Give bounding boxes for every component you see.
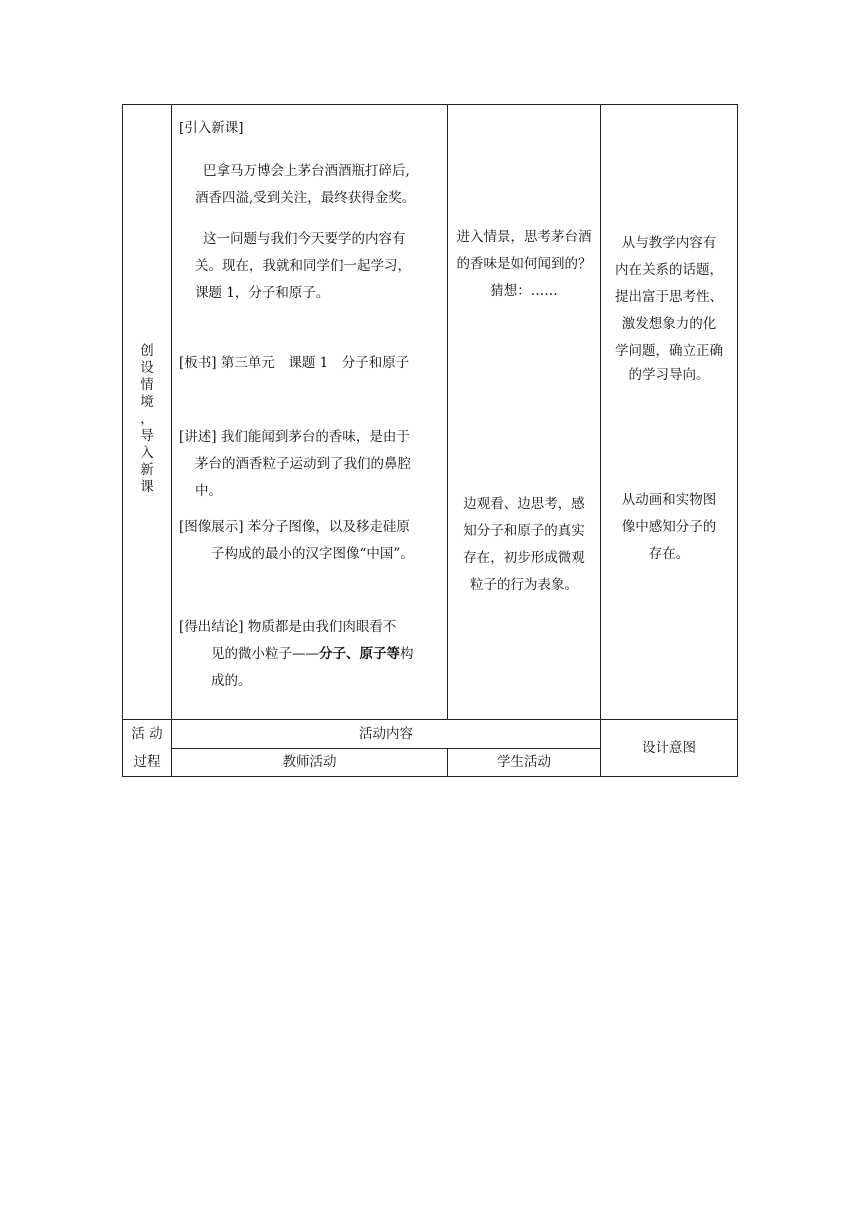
- design-intent-line: 激发想象力的化: [621, 316, 717, 332]
- table-right-border: [737, 104, 738, 777]
- design-intent-line: 内在关系的话题，: [615, 262, 723, 278]
- content-header: 活动内容: [359, 726, 413, 742]
- conclusion-text: 物质都是由我们肉眼看不: [247, 619, 397, 635]
- design-intent-line: 从与教学内容有: [621, 235, 717, 251]
- design-intent-line: 从动画和实物图: [621, 492, 717, 508]
- process-label: 过程: [133, 754, 161, 770]
- design-intent-line: 的学习导向。: [628, 367, 710, 383]
- board-line: [板书] 第三单元 课题 1 分子和原子: [179, 355, 410, 371]
- image-display-line: [图像展示] 苯分子图像，以及移走硅原: [179, 519, 410, 535]
- student-activity-line: 粒子的行为表象。: [470, 577, 578, 593]
- image-display-tag: 图像展示: [184, 519, 239, 535]
- intro-link-line: 这一问题与我们今天要学的内容有: [203, 231, 406, 247]
- table-bottom-border: [122, 776, 738, 777]
- conclusion-text: 见的微小粒子——: [211, 646, 319, 662]
- design-intent-line: 提出富于思考性、: [615, 289, 723, 305]
- teacher-activity-header: 教师活动: [282, 754, 337, 770]
- board-tag: 板书: [184, 355, 212, 371]
- conclusion-keyword: 分子: [319, 646, 346, 662]
- conclusion-line: [211, 641, 414, 668]
- design-intent-line: 存在。: [648, 546, 690, 562]
- lecture-line: 中。: [195, 483, 222, 499]
- table-col2-border-top: [447, 104, 448, 719]
- student-activity-line: 知分子和原子的真实: [463, 523, 585, 539]
- board-text: 第三单元 课题 1 分子和原子: [220, 355, 410, 371]
- stage-char: 导: [140, 428, 154, 444]
- image-display-text: 苯分子图像，以及移走硅原: [247, 519, 410, 535]
- stage-label: [138, 343, 156, 496]
- intro-link-line: 关。现在，我就和同学们一起学习，: [195, 258, 411, 274]
- intro-heading: [引入新课]: [179, 120, 244, 136]
- stage-char: 入: [140, 445, 154, 461]
- design-intent-line: 像中感知分子的: [621, 519, 717, 535]
- stage-char: 课: [140, 479, 154, 495]
- student-activity-line: 存在，初步形成微观: [463, 550, 585, 566]
- table-col1-border: [171, 104, 172, 777]
- intro-story-line: 酒香四溢,受到关注，最终获得金奖。: [195, 190, 416, 206]
- design-intent-header: 设计意图: [642, 740, 696, 756]
- lecture-tag: 讲述: [184, 429, 212, 445]
- student-activity-line: 边观看、边思考，感: [463, 496, 585, 512]
- table-mid-border: [122, 719, 738, 720]
- lecture-line: [讲述] 我们能闻到茅台的香味，是由于: [179, 429, 410, 445]
- process-label: 活 动: [131, 726, 163, 742]
- lecture-text: 我们能闻到茅台的香味，是由于: [220, 429, 410, 445]
- conclusion-text: 构: [400, 646, 414, 662]
- stage-char: ，: [140, 411, 154, 427]
- intro-link-line: 课题 1，分子和原子。: [195, 285, 330, 301]
- conclusion-line: [得出结论] 物质都是由我们肉眼看不: [179, 619, 397, 635]
- conclusion-keyword: 原子等: [359, 646, 400, 662]
- conclusion-separator: 、: [346, 646, 360, 662]
- stage-char: 情: [140, 377, 154, 393]
- stage-char: 设: [140, 360, 154, 376]
- student-activity-line: 的香味是如何闻到的？: [456, 256, 592, 272]
- design-intent-line: 学问题，确立正确: [615, 343, 723, 359]
- student-activity-header: 学生活动: [497, 754, 551, 770]
- conclusion-tag: 得出结论: [184, 619, 239, 635]
- image-display-line: 子构成的最小的汉字图像“中国”。: [211, 546, 414, 562]
- student-activity-line: 进入情景，思考茅台酒: [456, 229, 592, 245]
- stage-char: 境: [140, 394, 154, 410]
- intro-story-line: 巴拿马万博会上茅台酒酒瓶打碎后,: [203, 163, 410, 179]
- table-col3-border: [600, 104, 601, 777]
- lecture-line: 茅台的酒香粒子运动到了我们的鼻腔: [195, 456, 411, 472]
- stage-char: 新: [140, 462, 154, 478]
- conclusion-line: 成的。: [211, 673, 252, 689]
- stage-char: 创: [140, 343, 154, 359]
- student-activity-line: 猜想：……: [490, 283, 558, 299]
- table-left-border: [122, 104, 123, 777]
- table-top-border: [122, 104, 738, 105]
